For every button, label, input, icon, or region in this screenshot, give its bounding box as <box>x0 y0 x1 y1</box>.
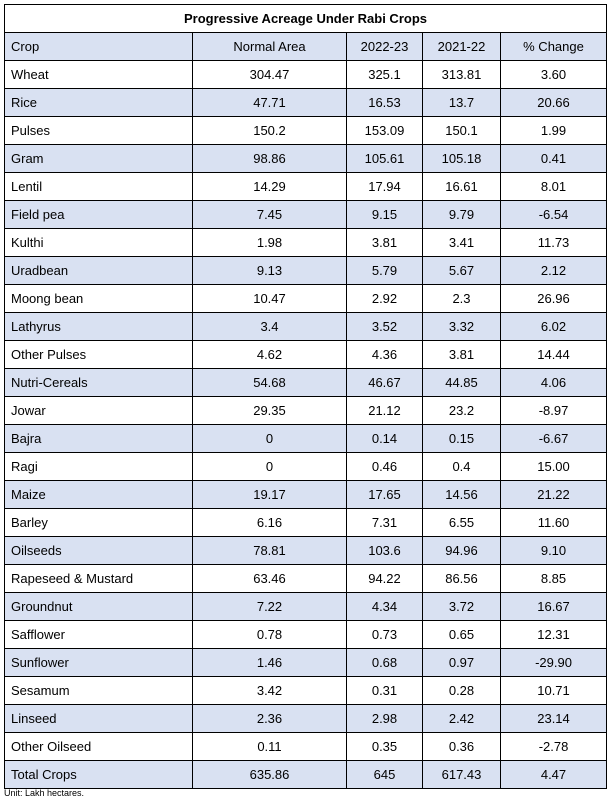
cell-crop: Wheat <box>5 61 193 89</box>
table-row <box>5 509 607 537</box>
cell-normal-area: 1.46 <box>193 649 347 677</box>
cell-2021-22: 2.3 <box>423 285 501 313</box>
cell-normal-area: 98.86 <box>193 145 347 173</box>
cell-pct-change: 14.44 <box>501 341 607 369</box>
table-row <box>5 481 607 509</box>
cell-pct-change: 4.47 <box>501 761 607 789</box>
table-row <box>5 425 607 453</box>
cell-2021-22: 313.81 <box>423 61 501 89</box>
cell-normal-area: 29.35 <box>193 397 347 425</box>
cell-pct-change: 23.14 <box>501 705 607 733</box>
cell-pct-change: 0.41 <box>501 145 607 173</box>
cell-normal-area: 14.29 <box>193 173 347 201</box>
cell-crop: Lathyrus <box>5 313 193 341</box>
cell-2021-22: 3.41 <box>423 229 501 257</box>
cell-2021-22: 23.2 <box>423 397 501 425</box>
cell-pct-change: 21.22 <box>501 481 607 509</box>
cell-crop: Groundnut <box>5 593 193 621</box>
cell-crop: Other Pulses <box>5 341 193 369</box>
cell-2022-23: 153.09 <box>347 117 423 145</box>
cell-2022-23: 16.53 <box>347 89 423 117</box>
cell-crop: Sunflower <box>5 649 193 677</box>
table-title: Progressive Acreage Under Rabi Crops <box>5 5 607 33</box>
table-row <box>5 397 607 425</box>
table-row <box>5 201 607 229</box>
cell-pct-change: -29.90 <box>501 649 607 677</box>
cell-crop: Oilseeds <box>5 537 193 565</box>
cell-pct-change: 2.12 <box>501 257 607 285</box>
cell-crop: Pulses <box>5 117 193 145</box>
cell-pct-change: 8.01 <box>501 173 607 201</box>
cell-crop: Maize <box>5 481 193 509</box>
cell-pct-change: 4.06 <box>501 369 607 397</box>
table-row <box>5 257 607 285</box>
table-row <box>5 593 607 621</box>
table-row <box>5 453 607 481</box>
cell-pct-change: 15.00 <box>501 453 607 481</box>
cell-normal-area: 150.2 <box>193 117 347 145</box>
unit-footnote: Unit: Lakh hectares. <box>4 788 85 798</box>
cell-crop: Other Oilseed <box>5 733 193 761</box>
cell-normal-area: 3.4 <box>193 313 347 341</box>
table-row <box>5 705 607 733</box>
table-row <box>5 341 607 369</box>
cell-pct-change: -6.54 <box>501 201 607 229</box>
cell-2022-23: 46.67 <box>347 369 423 397</box>
table-row <box>5 173 607 201</box>
cell-crop: Bajra <box>5 425 193 453</box>
cell-2022-23: 3.52 <box>347 313 423 341</box>
cell-normal-area: 0 <box>193 453 347 481</box>
table-header-row <box>5 33 607 61</box>
table-row <box>5 537 607 565</box>
cell-2022-23: 645 <box>347 761 423 789</box>
cell-pct-change: 26.96 <box>501 285 607 313</box>
cell-crop: Uradbean <box>5 257 193 285</box>
cell-2021-22: 6.55 <box>423 509 501 537</box>
cell-2022-23: 0.14 <box>347 425 423 453</box>
cell-2022-23: 2.98 <box>347 705 423 733</box>
cell-2021-22: 105.18 <box>423 145 501 173</box>
cell-2021-22: 14.56 <box>423 481 501 509</box>
cell-normal-area: 10.47 <box>193 285 347 313</box>
cell-2022-23: 7.31 <box>347 509 423 537</box>
table-row <box>5 677 607 705</box>
cell-pct-change: -8.97 <box>501 397 607 425</box>
cell-2021-22: 3.72 <box>423 593 501 621</box>
table-body <box>5 61 607 789</box>
cell-crop: Total Crops <box>5 761 193 789</box>
cell-2022-23: 4.34 <box>347 593 423 621</box>
cell-pct-change: 3.60 <box>501 61 607 89</box>
cell-normal-area: 304.47 <box>193 61 347 89</box>
cell-2022-23: 0.46 <box>347 453 423 481</box>
cell-normal-area: 63.46 <box>193 565 347 593</box>
header-normal-area: Normal Area <box>193 33 347 61</box>
table-row <box>5 229 607 257</box>
cell-normal-area: 0.11 <box>193 733 347 761</box>
cell-normal-area: 2.36 <box>193 705 347 733</box>
header-2022-23: 2022-23 <box>347 33 423 61</box>
cell-2021-22: 617.43 <box>423 761 501 789</box>
cell-normal-area: 635.86 <box>193 761 347 789</box>
cell-pct-change: -2.78 <box>501 733 607 761</box>
table-row <box>5 89 607 117</box>
cell-pct-change: 11.73 <box>501 229 607 257</box>
cell-crop: Kulthi <box>5 229 193 257</box>
cell-2021-22: 0.28 <box>423 677 501 705</box>
cell-crop: Safflower <box>5 621 193 649</box>
cell-crop: Ragi <box>5 453 193 481</box>
cell-2022-23: 9.15 <box>347 201 423 229</box>
table-row <box>5 117 607 145</box>
cell-2021-22: 13.7 <box>423 89 501 117</box>
cell-crop: Linseed <box>5 705 193 733</box>
cell-crop: Jowar <box>5 397 193 425</box>
cell-2022-23: 94.22 <box>347 565 423 593</box>
cell-2021-22: 94.96 <box>423 537 501 565</box>
cell-pct-change: -6.67 <box>501 425 607 453</box>
rabi-acreage-table <box>4 4 607 789</box>
cell-normal-area: 7.45 <box>193 201 347 229</box>
table-row <box>5 313 607 341</box>
cell-2022-23: 0.31 <box>347 677 423 705</box>
cell-pct-change: 10.71 <box>501 677 607 705</box>
cell-normal-area: 54.68 <box>193 369 347 397</box>
table-row <box>5 565 607 593</box>
cell-2022-23: 103.6 <box>347 537 423 565</box>
cell-2021-22: 150.1 <box>423 117 501 145</box>
cell-2021-22: 0.65 <box>423 621 501 649</box>
cell-2022-23: 325.1 <box>347 61 423 89</box>
cell-2022-23: 21.12 <box>347 397 423 425</box>
cell-2021-22: 3.81 <box>423 341 501 369</box>
cell-2021-22: 0.97 <box>423 649 501 677</box>
cell-crop: Moong bean <box>5 285 193 313</box>
cell-normal-area: 0 <box>193 425 347 453</box>
cell-pct-change: 12.31 <box>501 621 607 649</box>
table-row <box>5 285 607 313</box>
cell-crop: Gram <box>5 145 193 173</box>
cell-2021-22: 0.36 <box>423 733 501 761</box>
cell-2021-22: 0.15 <box>423 425 501 453</box>
cell-normal-area: 7.22 <box>193 593 347 621</box>
cell-normal-area: 47.71 <box>193 89 347 117</box>
cell-normal-area: 19.17 <box>193 481 347 509</box>
cell-crop: Barley <box>5 509 193 537</box>
cell-crop: Rapeseed & Mustard <box>5 565 193 593</box>
cell-2022-23: 2.92 <box>347 285 423 313</box>
cell-2022-23: 0.35 <box>347 733 423 761</box>
cell-2022-23: 4.36 <box>347 341 423 369</box>
cell-2022-23: 105.61 <box>347 145 423 173</box>
cell-2022-23: 3.81 <box>347 229 423 257</box>
table-row <box>5 761 607 789</box>
table-row <box>5 649 607 677</box>
cell-2022-23: 0.68 <box>347 649 423 677</box>
cell-normal-area: 0.78 <box>193 621 347 649</box>
cell-crop: Nutri-Cereals <box>5 369 193 397</box>
cell-pct-change: 20.66 <box>501 89 607 117</box>
cell-2021-22: 0.4 <box>423 453 501 481</box>
header-2021-22: 2021-22 <box>423 33 501 61</box>
cell-pct-change: 6.02 <box>501 313 607 341</box>
cell-2022-23: 17.65 <box>347 481 423 509</box>
cell-crop: Lentil <box>5 173 193 201</box>
cell-normal-area: 6.16 <box>193 509 347 537</box>
cell-normal-area: 3.42 <box>193 677 347 705</box>
cell-normal-area: 9.13 <box>193 257 347 285</box>
cell-normal-area: 78.81 <box>193 537 347 565</box>
cell-pct-change: 11.60 <box>501 509 607 537</box>
table-row <box>5 621 607 649</box>
cell-crop: Rice <box>5 89 193 117</box>
rabi-acreage-table-container <box>4 4 606 789</box>
cell-pct-change: 1.99 <box>501 117 607 145</box>
cell-2022-23: 17.94 <box>347 173 423 201</box>
header-crop: Crop <box>5 33 193 61</box>
cell-pct-change: 16.67 <box>501 593 607 621</box>
table-row <box>5 733 607 761</box>
cell-crop: Field pea <box>5 201 193 229</box>
table-row <box>5 145 607 173</box>
cell-pct-change: 8.85 <box>501 565 607 593</box>
cell-crop: Sesamum <box>5 677 193 705</box>
cell-2021-22: 16.61 <box>423 173 501 201</box>
cell-2021-22: 3.32 <box>423 313 501 341</box>
table-row <box>5 369 607 397</box>
cell-2021-22: 2.42 <box>423 705 501 733</box>
cell-normal-area: 1.98 <box>193 229 347 257</box>
cell-2022-23: 5.79 <box>347 257 423 285</box>
cell-2022-23: 0.73 <box>347 621 423 649</box>
header-pct-change: % Change <box>501 33 607 61</box>
cell-2021-22: 86.56 <box>423 565 501 593</box>
cell-2021-22: 44.85 <box>423 369 501 397</box>
cell-2021-22: 5.67 <box>423 257 501 285</box>
cell-2021-22: 9.79 <box>423 201 501 229</box>
cell-pct-change: 9.10 <box>501 537 607 565</box>
cell-normal-area: 4.62 <box>193 341 347 369</box>
table-row <box>5 61 607 89</box>
